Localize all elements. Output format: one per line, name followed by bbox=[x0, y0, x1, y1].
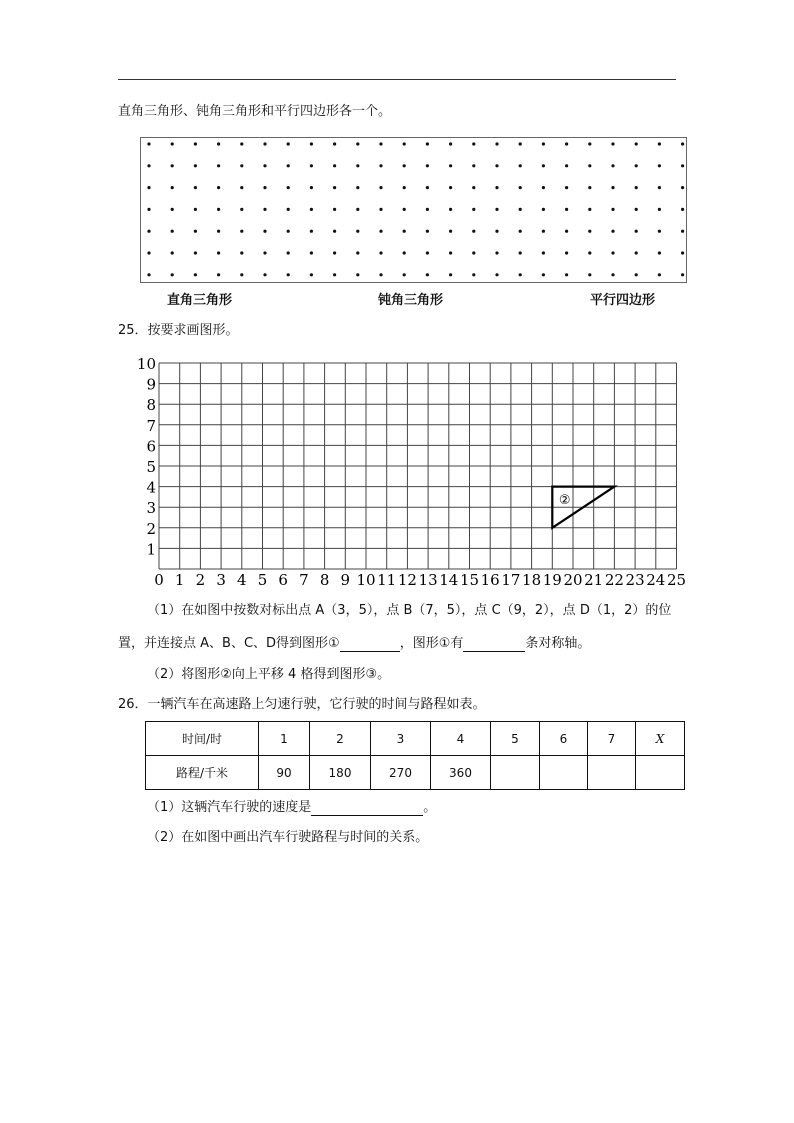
table-cell bbox=[371, 722, 431, 756]
grid-dot bbox=[356, 251, 359, 254]
grid-dot bbox=[635, 142, 638, 145]
x-tick-label: 16 bbox=[480, 571, 500, 589]
x-tick-label: 9 bbox=[340, 571, 351, 589]
q25-part1-post: 条对称轴。 bbox=[525, 636, 591, 651]
label-right-triangle: 直角三角形 bbox=[167, 293, 233, 308]
grid-dot bbox=[171, 164, 174, 167]
x-tick-label: 21 bbox=[584, 571, 604, 589]
grid-dot bbox=[519, 251, 522, 254]
cell-text: 4 bbox=[456, 731, 465, 746]
y-tick-label: 9 bbox=[146, 375, 156, 394]
grid-dot bbox=[635, 273, 638, 276]
grid-dot bbox=[194, 208, 197, 211]
grid-dot bbox=[542, 230, 545, 233]
grid-dot bbox=[565, 251, 568, 254]
grid-dot bbox=[611, 208, 614, 211]
grid-dot bbox=[635, 186, 638, 189]
grid-dot bbox=[495, 186, 498, 189]
x-tick-label: 6 bbox=[278, 571, 288, 589]
header-rule bbox=[118, 79, 676, 80]
grid-dot bbox=[356, 164, 359, 167]
x-tick-label: 7 bbox=[299, 571, 309, 589]
grid-dot bbox=[588, 208, 591, 211]
grid-dot bbox=[287, 208, 290, 211]
grid-dot bbox=[217, 164, 220, 167]
grid-dot bbox=[449, 208, 452, 211]
table-cell bbox=[146, 756, 259, 790]
grid-dot bbox=[588, 186, 591, 189]
x-tick-label: 13 bbox=[418, 571, 438, 589]
grid-dot bbox=[449, 230, 452, 233]
grid-dot bbox=[588, 230, 591, 233]
grid-dot bbox=[495, 230, 498, 233]
grid-dot bbox=[171, 251, 174, 254]
grid-dot bbox=[565, 164, 568, 167]
grid-dot bbox=[658, 186, 661, 189]
table-cell bbox=[371, 756, 431, 790]
table-cell bbox=[310, 722, 371, 756]
grid-dot bbox=[472, 230, 475, 233]
x-tick-label: 11 bbox=[377, 571, 397, 589]
cell-text: 3 bbox=[396, 731, 405, 746]
y-tick-label: 7 bbox=[146, 416, 156, 435]
grid-dot bbox=[449, 142, 452, 145]
x-tick-label: 14 bbox=[439, 571, 459, 589]
cell-text: 1 bbox=[280, 731, 288, 746]
q24-text: 直角三角形、钝角三角形和平行四边形各一个。 bbox=[118, 104, 392, 119]
grid-dot bbox=[240, 251, 243, 254]
grid-dot bbox=[681, 208, 684, 211]
time-distance-table bbox=[145, 721, 685, 790]
table-cell bbox=[588, 722, 636, 756]
grid-dot bbox=[472, 186, 475, 189]
grid-dot bbox=[194, 230, 197, 233]
table-cell bbox=[310, 756, 371, 790]
grid-dot bbox=[287, 230, 290, 233]
grid-dot bbox=[287, 142, 290, 145]
cell-text: 时间/时 bbox=[181, 732, 223, 746]
grid-dot bbox=[635, 251, 638, 254]
x-tick-label: 8 bbox=[319, 571, 330, 589]
grid-dot bbox=[171, 186, 174, 189]
grid-dot bbox=[403, 251, 406, 254]
x-tick-label: 2 bbox=[195, 571, 206, 589]
q26-part2: （2）在如图中画出汽车行驶路程与时间的关系。 bbox=[147, 830, 429, 845]
grid-dot bbox=[217, 208, 220, 211]
grid-dot bbox=[379, 164, 382, 167]
grid-dot bbox=[449, 273, 452, 276]
label-parallelogram: 平行四边形 bbox=[590, 293, 656, 308]
table-cell bbox=[259, 722, 310, 756]
grid-dot bbox=[333, 142, 336, 145]
y-tick-label: 8 bbox=[146, 396, 156, 415]
grid-dot bbox=[217, 251, 220, 254]
cell-text: 2 bbox=[336, 731, 344, 746]
x-tick-label: 5 bbox=[257, 571, 268, 589]
grid-dot bbox=[240, 142, 243, 145]
grid-dot bbox=[519, 273, 522, 276]
x-tick-label: 19 bbox=[542, 571, 562, 589]
shape-name-blank[interactable] bbox=[340, 638, 400, 652]
grid-dot bbox=[542, 186, 545, 189]
x-tick-label: 22 bbox=[604, 571, 624, 589]
grid-dot bbox=[403, 142, 406, 145]
grid-dot bbox=[310, 164, 313, 167]
grid-dot bbox=[519, 186, 522, 189]
grid-dot bbox=[171, 273, 174, 276]
grid-dot bbox=[333, 186, 336, 189]
grid-dot bbox=[379, 230, 382, 233]
grid-dot bbox=[194, 142, 197, 145]
q26-part1-end: 。 bbox=[423, 800, 437, 815]
x-tick-label: 17 bbox=[501, 571, 521, 589]
grid-dot bbox=[658, 208, 661, 211]
grid-dot bbox=[426, 142, 429, 145]
grid-dot bbox=[333, 230, 336, 233]
grid-dot bbox=[217, 230, 220, 233]
grid-dot bbox=[240, 230, 243, 233]
grid-dot bbox=[147, 208, 150, 211]
x-tick-label: 18 bbox=[522, 571, 542, 589]
grid-dot bbox=[565, 230, 568, 233]
grid-dot bbox=[635, 164, 638, 167]
grid-dot bbox=[194, 251, 197, 254]
cell-text: 路程/千米 bbox=[175, 766, 229, 780]
grid-dot bbox=[217, 186, 220, 189]
grid-dot bbox=[472, 208, 475, 211]
grid-dot bbox=[147, 142, 150, 145]
grid-dot bbox=[495, 164, 498, 167]
x-tick-label: 15 bbox=[459, 571, 480, 589]
grid-dot bbox=[403, 230, 406, 233]
table-cell bbox=[259, 756, 310, 790]
grid-dot bbox=[287, 251, 290, 254]
table-cell bbox=[146, 722, 259, 756]
grid-dot bbox=[356, 208, 359, 211]
grid-dot bbox=[171, 142, 174, 145]
dot-grid-box bbox=[140, 137, 687, 283]
grid-dot bbox=[403, 208, 406, 211]
grid-dot bbox=[147, 251, 150, 254]
shape-2-label: ② bbox=[558, 492, 571, 508]
grid-dot bbox=[263, 208, 266, 211]
grid-dot bbox=[333, 251, 336, 254]
grid-dot bbox=[403, 186, 406, 189]
table-cell bbox=[540, 722, 588, 756]
cell-text: 5 bbox=[511, 731, 519, 746]
grid-dot bbox=[379, 186, 382, 189]
grid-dot bbox=[263, 186, 266, 189]
x-tick-label: 25 bbox=[666, 571, 687, 589]
grid-dot bbox=[240, 186, 243, 189]
x-tick-label: 24 bbox=[646, 571, 666, 589]
q25-part1-line2 bbox=[118, 636, 590, 652]
grid-dot bbox=[542, 208, 545, 211]
grid-dot bbox=[310, 273, 313, 276]
grid-dot bbox=[449, 186, 452, 189]
grid-dot bbox=[588, 273, 591, 276]
y-tick-label: 2 bbox=[146, 519, 156, 538]
q26-part1 bbox=[147, 800, 436, 816]
grid-dot bbox=[588, 251, 591, 254]
grid-dot bbox=[472, 142, 475, 145]
x-tick-label: 4 bbox=[237, 571, 247, 589]
grid-dot bbox=[519, 142, 522, 145]
y-tick-label: 10 bbox=[136, 355, 156, 373]
grid-dot bbox=[542, 142, 545, 145]
grid-dot bbox=[658, 230, 661, 233]
grid-dot bbox=[263, 164, 266, 167]
grid-dot bbox=[495, 251, 498, 254]
grid-dot bbox=[217, 273, 220, 276]
coordinate-grid bbox=[130, 350, 700, 590]
grid-dot bbox=[379, 208, 382, 211]
grid-dot bbox=[147, 230, 150, 233]
grid-dot bbox=[310, 142, 313, 145]
x-tick-label: 10 bbox=[356, 571, 376, 589]
grid-dot bbox=[611, 251, 614, 254]
grid-dot bbox=[356, 186, 359, 189]
grid-dot bbox=[611, 186, 614, 189]
grid-dot bbox=[472, 273, 475, 276]
grid-dot bbox=[310, 208, 313, 211]
x-tick-label: 20 bbox=[563, 571, 583, 589]
grid-dot bbox=[519, 164, 522, 167]
grid-dot bbox=[611, 230, 614, 233]
grid-dot bbox=[263, 142, 266, 145]
grid-dot bbox=[542, 273, 545, 276]
table-cell[interactable] bbox=[636, 756, 685, 790]
grid-dot bbox=[681, 142, 684, 145]
q25-part1-pre: 置，并连接点 A、B、C、D得到图形① bbox=[118, 636, 340, 651]
grid-dot bbox=[240, 164, 243, 167]
grid-dot bbox=[681, 230, 684, 233]
grid-dot bbox=[403, 164, 406, 167]
grid-dot bbox=[635, 208, 638, 211]
table-cell bbox=[491, 722, 540, 756]
y-tick-label: 5 bbox=[146, 458, 156, 476]
grid-dot bbox=[426, 230, 429, 233]
grid-dot bbox=[495, 273, 498, 276]
x-tick-label: 0 bbox=[154, 571, 164, 589]
grid-dot bbox=[356, 230, 359, 233]
grid-dot bbox=[426, 164, 429, 167]
grid-dot bbox=[426, 251, 429, 254]
x-tick-label: 23 bbox=[625, 571, 645, 589]
label-obtuse-triangle: 钝角三角形 bbox=[378, 293, 444, 308]
grid-dot bbox=[611, 142, 614, 145]
grid-dot bbox=[403, 273, 406, 276]
table-cell bbox=[636, 722, 685, 756]
grid-dot bbox=[472, 164, 475, 167]
q26-part1-text: （1）这辆汽车行驶的速度是 bbox=[147, 800, 312, 815]
table-row-time bbox=[146, 722, 685, 756]
grid-dot bbox=[379, 142, 382, 145]
grid-dot bbox=[449, 164, 452, 167]
grid-dot bbox=[611, 273, 614, 276]
cell-text: X bbox=[655, 731, 665, 746]
cell-text: 7 bbox=[607, 731, 616, 746]
y-tick-label: 3 bbox=[146, 499, 156, 518]
grid-dot bbox=[681, 164, 684, 167]
grid-dot bbox=[449, 251, 452, 254]
grid-dot bbox=[658, 164, 661, 167]
grid-dot bbox=[287, 186, 290, 189]
grid-dot bbox=[194, 186, 197, 189]
table-cell[interactable] bbox=[540, 756, 588, 790]
grid-dot bbox=[426, 186, 429, 189]
grid-dot bbox=[565, 273, 568, 276]
grid-dot bbox=[356, 142, 359, 145]
grid-dot bbox=[658, 142, 661, 145]
grid-dot bbox=[240, 208, 243, 211]
grid-dot bbox=[310, 251, 313, 254]
grid-dot bbox=[287, 273, 290, 276]
grid-dot bbox=[495, 208, 498, 211]
grid-dot bbox=[426, 208, 429, 211]
grid-dot bbox=[171, 230, 174, 233]
y-tick-label: 6 bbox=[146, 437, 156, 456]
table-cell[interactable] bbox=[588, 756, 636, 790]
grid-dot bbox=[565, 142, 568, 145]
grid-dot bbox=[681, 273, 684, 276]
table-row-distance bbox=[146, 756, 685, 790]
grid-dot bbox=[658, 251, 661, 254]
grid-dot bbox=[681, 186, 684, 189]
cell-text: 6 bbox=[559, 731, 568, 746]
cell-text: 90 bbox=[276, 765, 292, 780]
grid-dot bbox=[240, 273, 243, 276]
grid-dot bbox=[588, 142, 591, 145]
table-cell[interactable] bbox=[491, 756, 540, 790]
cell-text: 360 bbox=[449, 765, 472, 780]
x-tick-label: 12 bbox=[397, 571, 417, 589]
grid-dot bbox=[519, 230, 522, 233]
grid-dot bbox=[495, 142, 498, 145]
grid-dot bbox=[147, 186, 150, 189]
x-tick-label: 1 bbox=[174, 571, 185, 589]
grid-dot bbox=[635, 230, 638, 233]
grid-dot bbox=[263, 273, 266, 276]
grid-dot bbox=[171, 208, 174, 211]
grid-dot bbox=[333, 164, 336, 167]
dot-grid bbox=[141, 138, 688, 284]
grid-dot bbox=[565, 208, 568, 211]
grid-dot bbox=[426, 273, 429, 276]
grid-dot bbox=[588, 164, 591, 167]
grid-dot bbox=[263, 251, 266, 254]
grid-dot bbox=[611, 164, 614, 167]
grid-dot bbox=[217, 142, 220, 145]
grid-dot bbox=[263, 230, 266, 233]
axis-count-blank[interactable] bbox=[463, 638, 525, 652]
grid-dot bbox=[356, 273, 359, 276]
y-tick-label: 1 bbox=[146, 540, 156, 559]
cell-text: 180 bbox=[328, 765, 352, 780]
grid-dot bbox=[658, 273, 661, 276]
grid-dot bbox=[519, 208, 522, 211]
grid-dot bbox=[472, 251, 475, 254]
grid-dot bbox=[542, 164, 545, 167]
grid-dot bbox=[542, 251, 545, 254]
grid-dot bbox=[147, 164, 150, 167]
q25-part1-mid: ，图形①有 bbox=[399, 636, 464, 651]
table-cell bbox=[431, 756, 491, 790]
grid-dot bbox=[565, 186, 568, 189]
grid-dot bbox=[333, 208, 336, 211]
grid-dot bbox=[681, 251, 684, 254]
q25-title: 25．按要求画图形。 bbox=[118, 323, 239, 338]
cell-text: 270 bbox=[389, 765, 412, 780]
grid-dot bbox=[379, 273, 382, 276]
grid-dot bbox=[194, 164, 197, 167]
table-cell bbox=[431, 722, 491, 756]
grid-dot bbox=[194, 273, 197, 276]
grid-dot bbox=[147, 273, 150, 276]
grid-dot bbox=[310, 186, 313, 189]
q25-part2: （2）将图形②向上平移 4 格得到图形③。 bbox=[147, 667, 391, 682]
q25-part1-line1: （1）在如图中按数对标出点 A（3，5），点 B（7，5），点 C（9，2），点 D（1，2）的位 bbox=[147, 603, 672, 618]
grid-dot bbox=[379, 251, 382, 254]
grid-dot bbox=[287, 164, 290, 167]
q26-title: 26．一辆汽车在高速路上匀速行驶，它行驶的时间与路程如表。 bbox=[118, 697, 486, 712]
grid-dot bbox=[333, 273, 336, 276]
x-tick-label: 3 bbox=[216, 571, 226, 589]
grid-dot bbox=[310, 230, 313, 233]
speed-blank[interactable] bbox=[311, 802, 423, 816]
y-tick-label: 4 bbox=[146, 478, 156, 497]
